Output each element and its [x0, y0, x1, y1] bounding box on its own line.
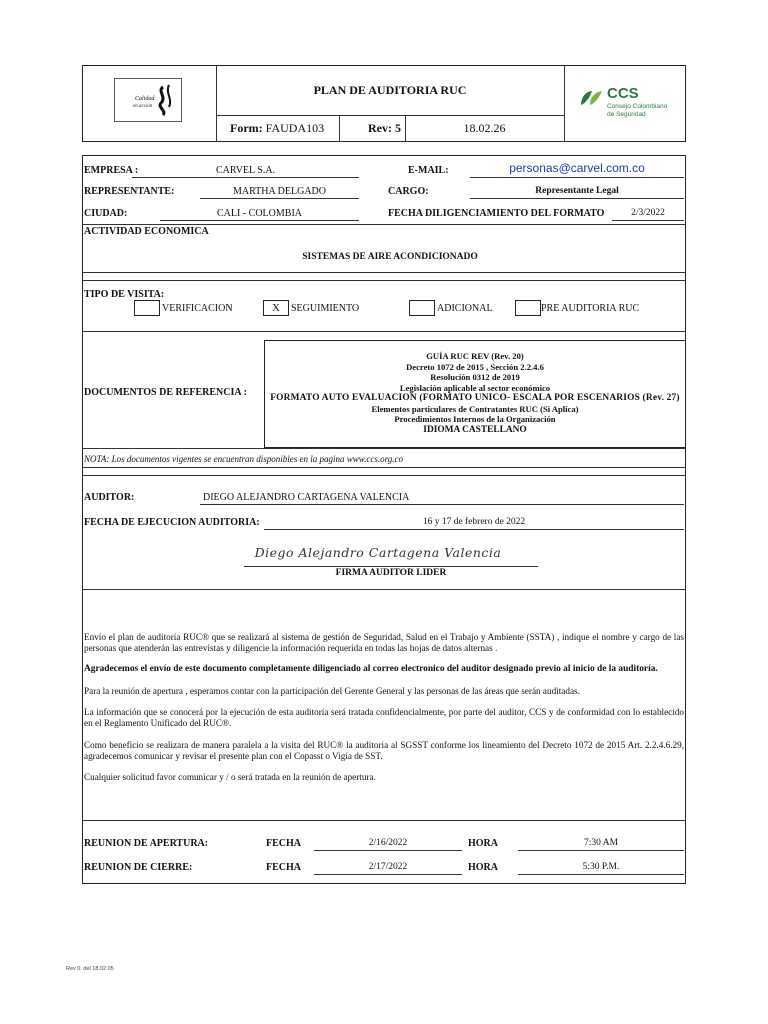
logo-text-1: Calidad	[135, 96, 155, 102]
message-p4: La información que se conocerá por la ejecución de esta auditoría será tratada confidencialmente, por parte del auditor, CCS y de conformidad con lo establecido en el Reglamento Unificado del RUC®.	[84, 707, 684, 728]
calidad-logo	[114, 78, 182, 122]
representante-value: MARTHA DELGADO	[232, 186, 326, 197]
tipo-visita-label: TIPO DE VISITA:	[84, 289, 165, 300]
doc-line: Procedimientos Internos de la Organización	[394, 414, 556, 424]
message-p2: Agradecemos el envío de este documento completamente diligenciado al correo electronico del auditor designado previo al inicio de la auditoría.	[84, 664, 658, 674]
form-value: FAUDA103	[265, 121, 325, 135]
documentos-list	[266, 351, 684, 435]
fecha-ejecucion-value: 16 y 17 de febrero de 2022	[422, 517, 526, 527]
apertura-hora-label: HORA	[468, 838, 498, 849]
actividad-label: ACTIVIDAD ECONOMICA	[84, 226, 209, 237]
checkbox-pre-auditoria[interactable]	[515, 300, 541, 316]
doc-line: Resolución 0312 de 2019	[430, 372, 520, 382]
auditor-label: AUDITOR:	[84, 492, 135, 503]
message-p6: Cualquier solicitud favor comunicar y / o será tratada en la reunión de apertura.	[84, 772, 376, 782]
doc-line: Decreto 1072 de 2015 , Sección 2.2.4.6	[406, 361, 544, 372]
cierre-fecha-label: FECHA	[266, 862, 301, 873]
checkbox-seguimiento[interactable]: X	[263, 300, 289, 316]
empresa-label: EMPRESA :	[84, 165, 139, 176]
logo-text-2: en acción	[133, 104, 153, 109]
actividad-value: SISTEMAS DE AIRE ACONDICIONADO	[302, 252, 478, 262]
ccs-leaf-icon	[578, 87, 606, 109]
auditor-signature: Diego Alejandro Cartagena Valencia	[254, 545, 502, 560]
doc-line: Elementos particulares de Contratantes RUC (Si Aplica)	[371, 403, 579, 414]
option-adicional-label: ADICIONAL	[437, 303, 493, 314]
rev-label: Rev:	[368, 121, 392, 135]
apertura-fecha-label: FECHA	[266, 838, 301, 849]
empresa-value: CARVEL S.A.	[215, 165, 276, 176]
documentos-label: DOCUMENTOS DE REFERENCIA :	[84, 387, 247, 398]
email-link[interactable]: personas@carvel.com.co	[509, 161, 645, 175]
reunion-apertura-label: REUNION DE APERTURA:	[84, 838, 209, 849]
doc-line: Legislación aplicable al sector económico	[399, 382, 551, 393]
auditor-value: DIEGO ALEJANDRO CARTAGENA VALENCIA	[203, 492, 410, 503]
form-field	[230, 121, 324, 136]
header-date: 18.02.26	[463, 121, 506, 135]
message-p5: Como beneficio se realizara de manera paralela a la visita del RUC® la auditoria al SGSST conforme los lineamiento del Decreto 1072 de 2015 Art. 2.2.4.6.29, agradecemos comunicar y revisar el presente plan con el Copasst o Vigía de SST.	[84, 740, 684, 761]
reunion-cierre-label: REUNION DE CIERRE:	[84, 862, 193, 873]
message-p1: Envío el plan de auditoría RUC® que se realizará al sistema de gestión de Seguridad, Salud en el Trabajo y Ambiente (SSTA) , indique el nombre y cargo de las personas que atenderán las entrevistas y diligencie la información requerida en todas las hojas de datos alternas .	[84, 632, 684, 653]
option-pre-auditoria-label: PRE AUDITORIA RUC	[541, 303, 640, 314]
cierre-hora-label: HORA	[468, 862, 498, 873]
ccs-acronym: CCS	[607, 85, 639, 102]
ccs-line2: de Seguridad	[607, 111, 646, 118]
apertura-fecha-value: 2/16/2022	[368, 838, 408, 848]
page-title: PLAN DE AUDITORIA RUC	[313, 83, 467, 97]
form-label: Form:	[230, 121, 263, 135]
email-label: E-MAIL:	[408, 165, 449, 176]
ciudad-value: CALI - COLOMBIA	[217, 208, 302, 219]
ciudad-label: CIUDAD:	[84, 208, 128, 219]
apertura-hora-value: 7:30 AM	[583, 838, 619, 848]
rev-field	[368, 121, 401, 136]
option-seguimiento-label: SEGUIMIENTO	[291, 303, 360, 314]
cargo-value: Representante Legal	[535, 186, 619, 196]
fecha-diligenciamiento-value: 2/3/2022	[631, 208, 665, 218]
cargo-label: CARGO:	[388, 186, 429, 197]
checkbox-verificacion[interactable]	[134, 300, 160, 316]
doc-line: IDIOMA CASTELLANO	[423, 424, 527, 435]
fecha-ejecucion-label: FECHA DE EJECUCION AUDITORIA:	[84, 517, 260, 528]
representante-label: REPRESENTANTE:	[84, 186, 175, 197]
option-verificacion-label: VERIFICACION	[162, 303, 233, 314]
ccs-line1: Consejo Colombiano	[607, 103, 668, 110]
cierre-fecha-value: 2/17/2022	[368, 862, 408, 872]
rev-value: 5	[395, 121, 401, 135]
ccs-logo	[578, 84, 678, 124]
doc-line: FORMATO AUTO EVALUACION (FORMATO UNICO- ESCALA POR ESCENARIOS (Rev. 27)	[270, 393, 680, 403]
firma-label: FIRMA AUDITOR LIDER	[335, 568, 447, 578]
footer-revision: Rev 0. del 18.02.05	[66, 966, 114, 972]
message-p3: Para la reunión de apertura , esperamos contar con la participación del Gerente General y las personas de las áreas que serán auditadas.	[84, 686, 580, 696]
doc-line: GUÍA RUC REV (Rev. 20)	[426, 351, 524, 361]
documentos-nota: NOTA: Los documentos vigentes se encuentran disponibles en la pagina www.ccs.org.co	[84, 454, 404, 464]
checkbox-adicional[interactable]	[409, 300, 435, 316]
cierre-hora-value: 5:30 P.M.	[582, 862, 620, 872]
fecha-diligenciamiento-label: FECHA DILIGENCIAMIENTO DEL FORMATO	[388, 208, 605, 219]
